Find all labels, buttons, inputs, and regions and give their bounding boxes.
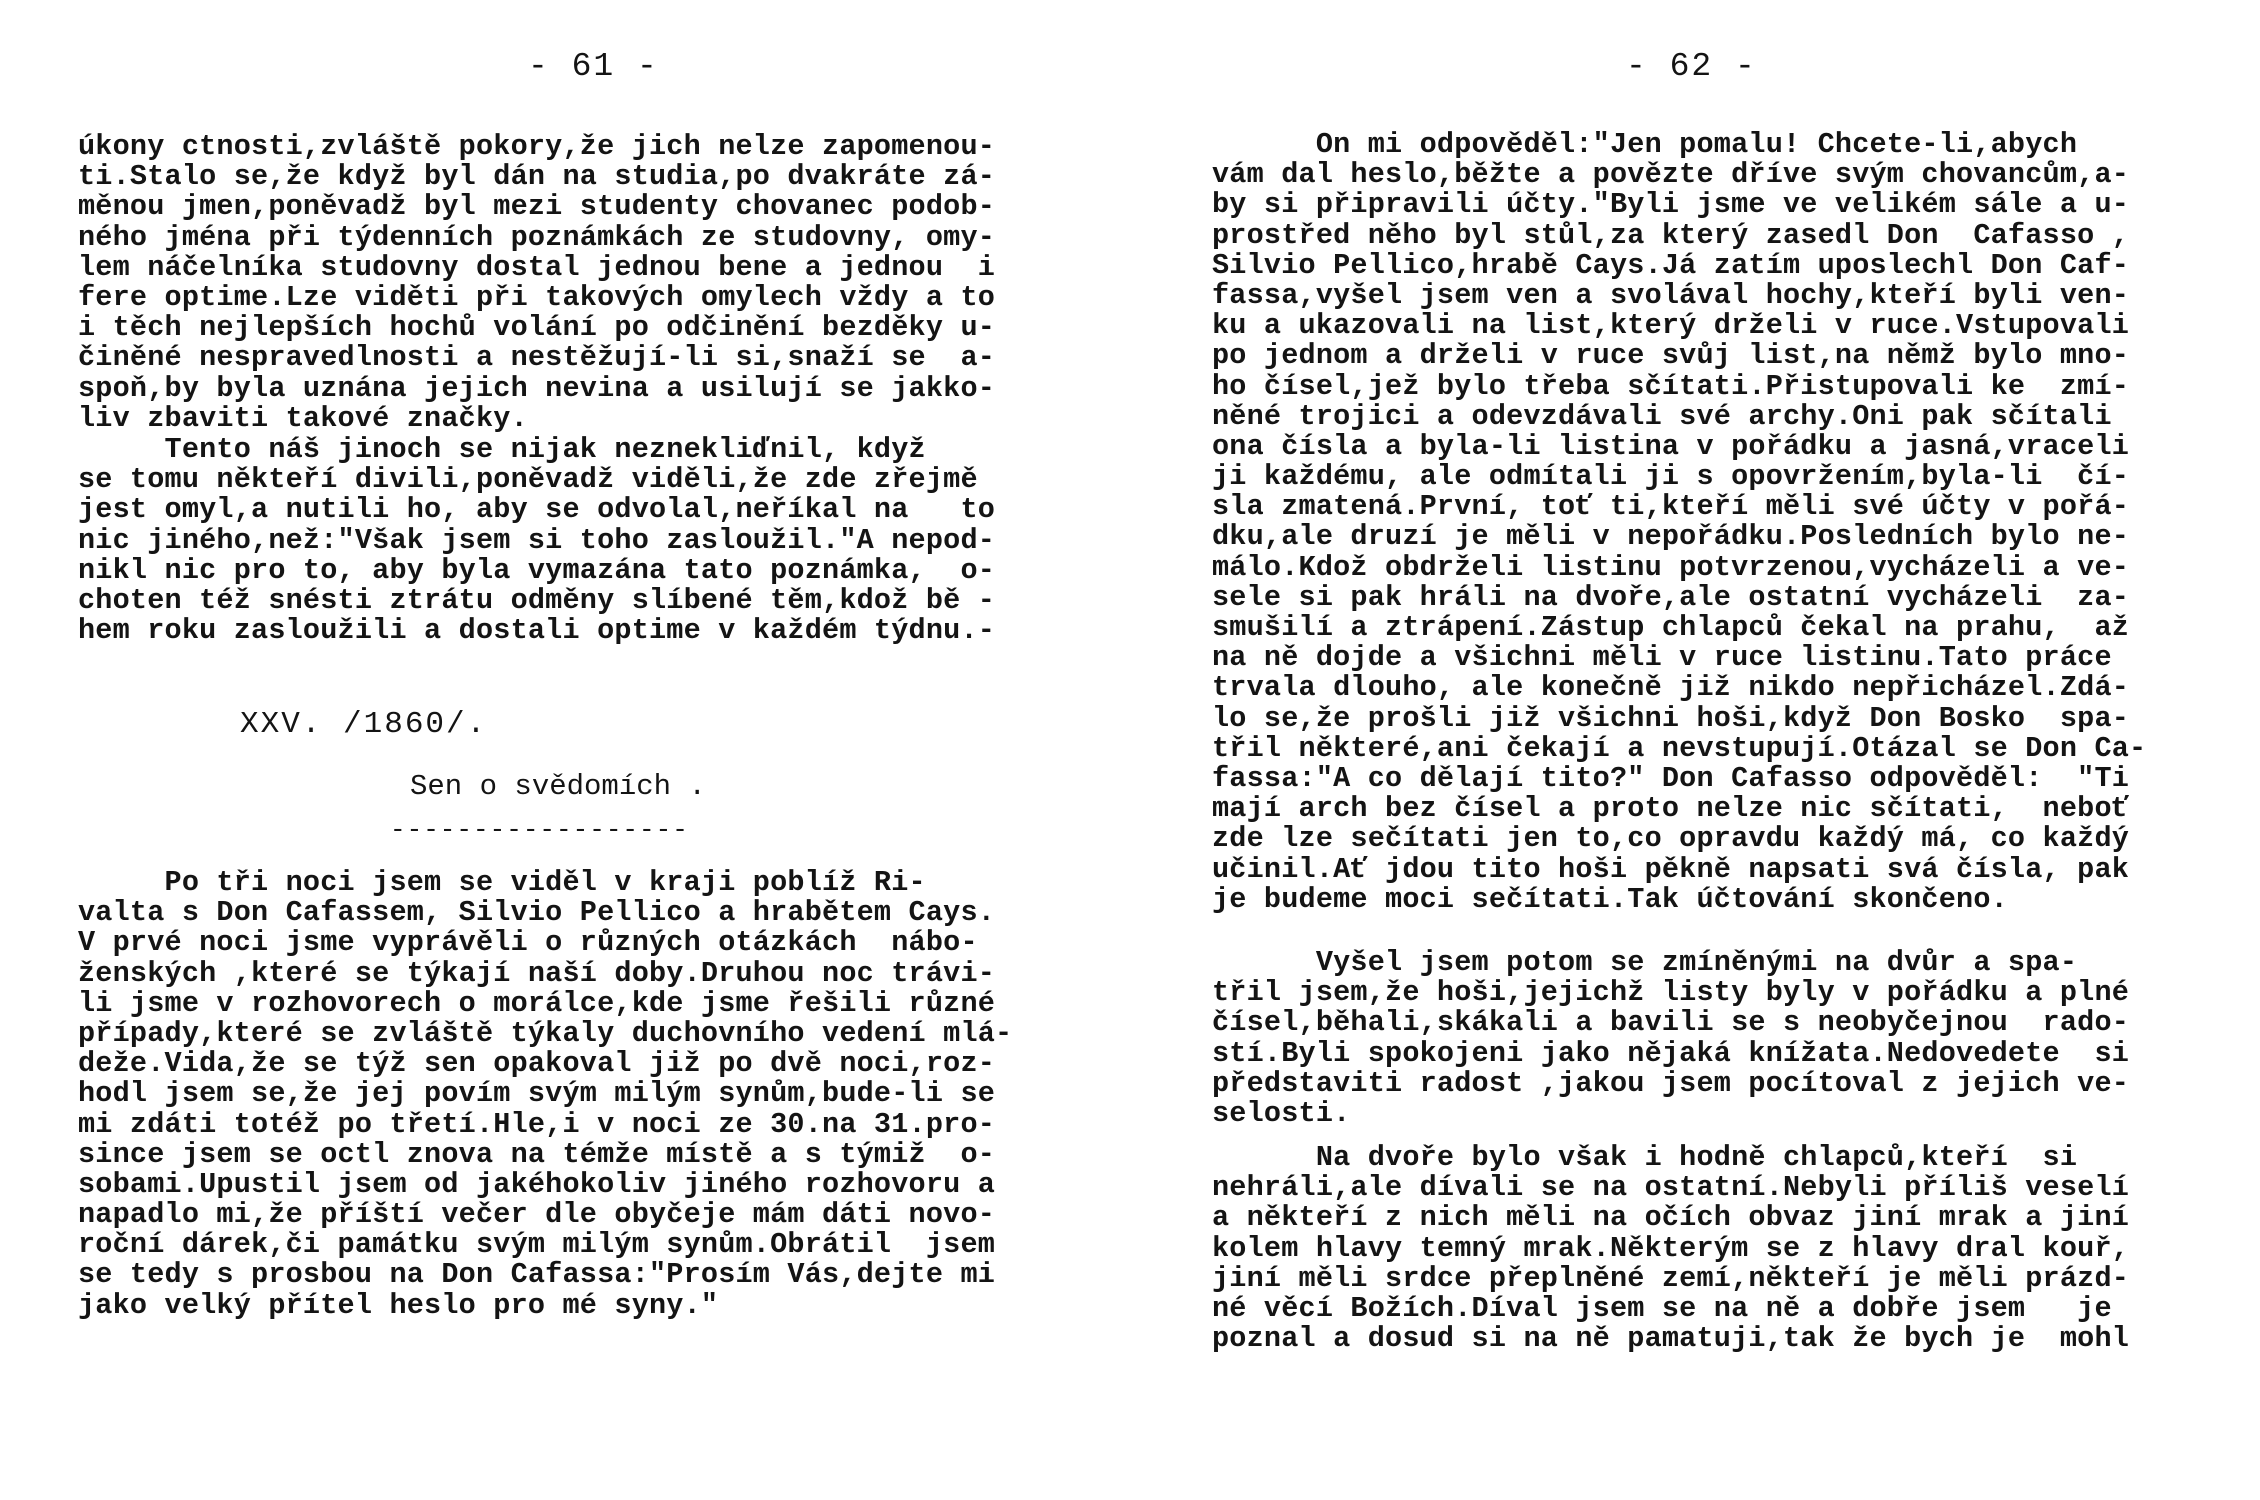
text-line: fere optime.Lze viděti při takových omylech vždy a to <box>78 280 996 314</box>
text-line: sla zmatená.První, toť ti,kteří měli své účty v pořá- <box>1212 490 2130 524</box>
text-line: V prvé noci jsme vyprávěli o různých otázkách nábo- <box>78 926 978 960</box>
text-line: činěné nespravedlnosti a nestěžují-li si,snaží se a- <box>78 341 996 375</box>
text-line: jest omyl,a nutili ho, aby se odvolal,neříkal na to <box>78 493 996 527</box>
text-line: né věcí Božích.Díval jsem se na ně a dobře jsem je <box>1212 1291 2112 1325</box>
text-line: deže.Vida,že se týž sen opakoval již po dvě noci,roz- <box>78 1047 996 1081</box>
text-line: třil jsem,že hoši,jejichž listy byly v pořádku a plné <box>1212 976 2130 1010</box>
text-line: sele si pak hráli na dvoře,ale ostatní vycházeli za- <box>1212 580 2130 614</box>
text-line: trvala dlouho, ale konečně již nikdo nepřicházel.Zdá- <box>1212 671 2130 705</box>
paragraph <box>78 868 1012 1321</box>
text-line: napadlo mi,že příští večer dle obyčeje mám dáti novo- <box>78 1198 996 1232</box>
text-line: ti.Stalo se,že když byl dán na studia,po dvakráte zá- <box>78 160 996 194</box>
text-line: učinil.Ať jdou tito hoši pěkně napsati svá čísla, pak <box>1212 852 2130 886</box>
text-line: čísel,běhali,skákali a bavili se s neobyčejnou rado- <box>1212 1006 2130 1040</box>
text-line: se tomu někteří divili,poněvadž viděli,že zde zřejmě <box>78 463 978 497</box>
text-line: roční dárek,či památku svým milým synům.Obrátil jsem <box>78 1228 996 1262</box>
text-line: Tento náš jinoch se nijak neznekliďnil, když <box>78 433 926 466</box>
text-line: vám dal heslo,běžte a povězte dříve svým chovancům,a- <box>1212 158 2130 192</box>
text-line: třil některé,ani čekají a nevstupují.Otázal se Don Ca- <box>1212 731 2147 765</box>
text-line: jiní měli srdce přeplněné zemí,někteří je měli prázd- <box>1212 1261 2130 1295</box>
text-line: Silvio Pellico,hrabě Cays.Já zatím uposlechl Don Caf- <box>1212 248 2130 282</box>
text-line: nehráli,ale dívali se na ostatní.Nebyli příliš veselí <box>1212 1171 2130 1205</box>
text-line: nikl nic pro to, aby byla vymazána tato poznámka, o- <box>78 553 996 587</box>
chapter-heading: XXV. /1860/. <box>240 707 488 742</box>
text-line: případy,které se zvláště týkaly duchovního vedení mlá- <box>78 1016 1013 1050</box>
text-line: ženských ,které se týkají naší doby.Druhou noc trávi- <box>78 956 996 990</box>
text-line: a někteří z nich měli na očích obvaz jiní mrak a jiní <box>1212 1201 2130 1235</box>
text-line: mi zdáti totéž po třetí.Hle,i v noci ze 30.na 31.pro- <box>78 1107 996 1141</box>
text-line: ku a ukazovali na list,který drželi v ruce.Vstupovali <box>1212 309 2130 343</box>
text-line: by si připravili účty."Byli jsme ve velikém sále a u- <box>1212 188 2130 222</box>
paragraph <box>78 435 995 646</box>
text-line: se tedy s prosbou na Don Cafassa:"Prosím Vás,dejte mi <box>78 1258 996 1292</box>
text-line: On mi odpověděl:"Jen pomalu! Chcete-li,abych <box>1212 128 2078 161</box>
text-line: i těch nejlepších hochů volání po odčinění bezděky u- <box>78 311 996 345</box>
text-line: Na dvoře bylo však i hodně chlapců,kteří si <box>1212 1141 2078 1174</box>
paragraph <box>1212 130 2146 915</box>
page-number: - 61 - <box>528 48 659 85</box>
text-line: spoň,by byla uznána jejich nevina a usilují se jakko- <box>78 371 996 405</box>
text-line: jako velký přítel heslo pro mé syny." <box>78 1288 719 1322</box>
text-line: na ně dojde a všichni měli v ruce listinu.Tato práce <box>1212 641 2112 675</box>
text-line: li jsme v rozhovorech o morálce,kde jsme řešili různé <box>78 986 996 1020</box>
text-line: ona čísla a byla-li listina v pořádku a jasná,vraceli <box>1212 429 2130 463</box>
text-line: dku,ale druzí je měli v nepořádku.Posledních bylo ne- <box>1212 520 2130 554</box>
paragraph <box>1212 948 2129 1129</box>
text-line: valta s Don Cafassem, Silvio Pellico a hrabětem Cays. <box>78 896 996 930</box>
text-line: prostřed něho byl stůl,za který zasedl Don Cafasso , <box>1212 218 2130 252</box>
text-line: Vyšel jsem potom se zmíněnými na dvůr a spa- <box>1212 946 2078 979</box>
paragraph <box>1212 1143 2129 1354</box>
text-line: liv zbaviti takové značky. <box>78 401 528 435</box>
text-line: fassa:"A co dělají tito?" Don Cafasso odpověděl: "Ti <box>1212 761 2130 795</box>
text-line: choten též snésti ztrátu odměny slíbené těm,kdož bě - <box>78 583 996 617</box>
text-line: zde lze sečítati jen to,co opravdu každý má, co každý <box>1212 822 2130 856</box>
text-line: úkony ctnosti,zvláště pokory,že jich nelze zapomenou- <box>78 130 996 163</box>
text-line: po jednom a drželi v ruce svůj list,na němž bylo mno- <box>1212 339 2130 373</box>
text-line: nic jiného,než:"Však jsem si toho zasloužil."A nepod- <box>78 523 996 557</box>
text-line: lo se,že prošli již všichni hoši,když Don Bosko spa- <box>1212 701 2130 735</box>
text-line: ho čísel,jež bylo třeba sčítati.Přistupovali ke zmí- <box>1212 369 2130 403</box>
text-line: hem roku zasloužili a dostali optime v každém týdnu.- <box>78 614 996 648</box>
text-line: poznal a dosud si na ně pamatuji,tak že bych je mohl <box>1212 1322 2130 1356</box>
text-line: hodl jsem se,že jej povím svým milým synům,bude-li se <box>78 1077 996 1111</box>
text-line: ji každému, ale odmítali ji s opovržením,byla-li čí- <box>1212 460 2130 494</box>
text-line: sobami.Upustil jsem od jakéhokoliv jiného rozhovoru a <box>78 1167 996 1201</box>
text-line: málo.Kdož obdrželi listinu potvrzenou,vycházeli a ve- <box>1212 550 2130 584</box>
text-line: ného jména při týdenních poznámkách ze studovny, omy- <box>78 220 996 254</box>
text-line: je budeme moci sečítati.Tak účtování skončeno. <box>1212 882 2008 916</box>
section-title: Sen o svědomích . <box>410 770 706 803</box>
text-line: since jsem se octl znova na témže místě a s týmiž o- <box>78 1137 996 1171</box>
paragraph <box>78 132 995 434</box>
text-line: mají arch bez čísel a proto nelze nic sčítati, neboť <box>1212 792 2130 826</box>
section-underline: ------------------ <box>390 815 689 845</box>
page-number: - 62 - <box>1626 48 1757 85</box>
text-line: lem náčelníka studovny dostal jednou bene a jednou i <box>78 250 996 284</box>
text-line: fassa,vyšel jsem ven a svolával hochy,kteří byli ven- <box>1212 278 2130 312</box>
text-line: stí.Byli spokojeni jako nějaká knížata.Nedovedete si <box>1212 1036 2130 1070</box>
text-line: měnou jmen,poněvadž byl mezi studenty chovanec podob- <box>78 190 996 224</box>
text-line: představiti radost ,jakou jsem pocítoval z jejich ve- <box>1212 1066 2130 1100</box>
text-line: něné trojici a odevzdávali své archy.Oni pak sčítali <box>1212 399 2112 433</box>
right-page <box>1130 0 2260 1500</box>
text-line: smušilí a ztrápení.Zástup chlapců čekal na prahu, až <box>1212 611 2130 644</box>
text-line: Po tři noci jsem se viděl v kraji poblíž Ri- <box>78 866 926 899</box>
text-line: selosti. <box>1212 1096 1351 1130</box>
text-line: kolem hlavy temný mrak.Některým se z hlavy dral kouř, <box>1212 1231 2130 1265</box>
